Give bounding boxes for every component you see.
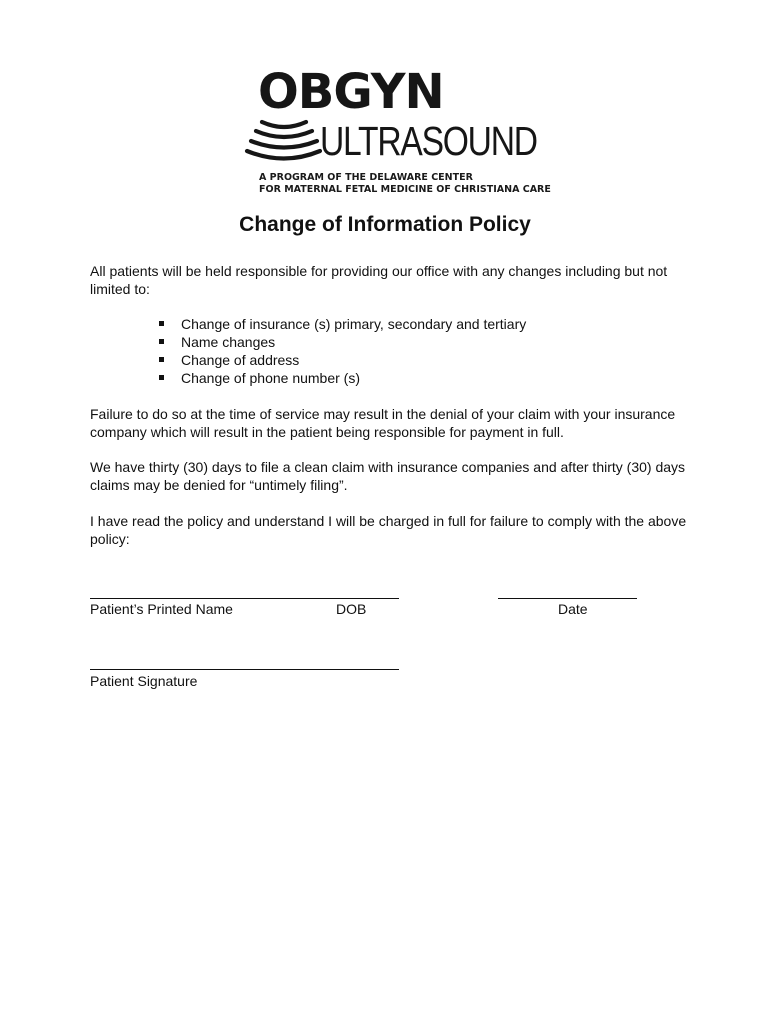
list-item: [157, 369, 526, 387]
printed-name-label: Patient’s Printed Name: [90, 601, 233, 617]
logo-wordmark-obgyn: OBGYN: [258, 64, 444, 120]
printed-name-dob-line[interactable]: [90, 598, 399, 599]
obgyn-ultrasound-logo: [240, 64, 551, 198]
logo-wordmark-ultrasound: ULTRASOUND: [320, 118, 537, 164]
ultrasound-waves-icon: [244, 116, 322, 168]
logo-tagline-line1: A PROGRAM OF THE DELAWARE CENTER: [259, 172, 473, 183]
list-item: [157, 351, 526, 369]
filing-paragraph: We have thirty (30) days to file a clean claim with insurance companies and after thirty (30) days claims may be denied for “untimely filing”.: [90, 459, 686, 493]
bullet-square-icon: [159, 375, 164, 380]
list-item-text: Change of address: [181, 352, 300, 368]
intro-paragraph: All patients will be held responsible for providing our office with any changes including but not limited to:: [90, 263, 668, 297]
acknowledgement-paragraph: I have read the policy and understand I will be charged in full for failure to comply with the above policy:: [90, 513, 687, 547]
failure-paragraph: Failure to do so at the time of service may result in the denial of your claim with your insurance company which will result in the patient being responsible for payment in full.: [90, 406, 676, 440]
list-item: [157, 315, 526, 333]
bullet-square-icon: [159, 321, 164, 326]
list-item-text: Name changes: [181, 334, 276, 350]
change-list: [157, 315, 526, 387]
list-item-text: Change of phone number (s): [181, 370, 360, 386]
list-item: [157, 333, 526, 351]
logo-tagline-line2: FOR MATERNAL FETAL MEDICINE OF CHRISTIANA CARE: [259, 184, 551, 195]
bullet-square-icon: [159, 357, 164, 362]
list-item-text: Change of insurance (s) primary, secondary and tertiary: [181, 316, 527, 332]
signature-line[interactable]: [90, 669, 399, 670]
dob-label: DOB: [336, 601, 367, 617]
signature-label: Patient Signature: [90, 673, 198, 689]
date-line[interactable]: [498, 598, 637, 599]
date-label: Date: [558, 601, 588, 617]
bullet-square-icon: [159, 339, 164, 344]
document-title: Change of Information Policy: [239, 213, 531, 236]
